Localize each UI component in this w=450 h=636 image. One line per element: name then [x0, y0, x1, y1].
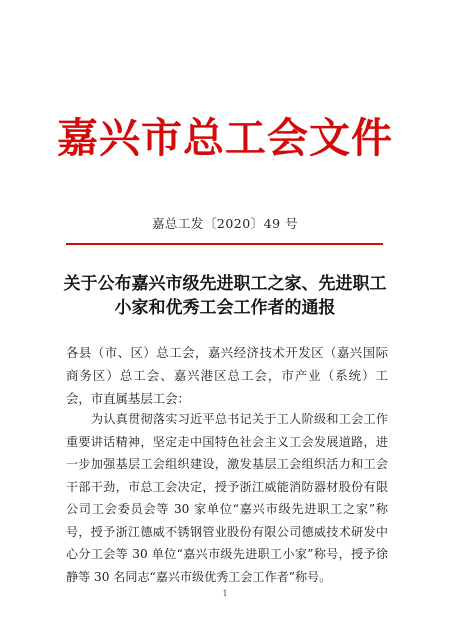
- addressee-paragraph: 各县（市、区）总工会，嘉兴经济技术开发区（嘉兴国际商务区）总工会、嘉兴港区总工会，市产业（系统）工会，市直属基层工会：: [66, 345, 388, 406]
- notice-title-line-2: 小家和优秀工会工作者的通报: [114, 298, 336, 318]
- notice-title: [56, 272, 394, 320]
- document-number: 嘉总工发〔2020〕49 号: [151, 216, 299, 231]
- page-number: 1: [222, 589, 228, 598]
- notice-title-line-1: 关于公布嘉兴市级先进职工之家、先进职工: [63, 274, 387, 294]
- document-header-title: 嘉兴市总工会文件: [57, 114, 393, 162]
- body-paragraph: 为认真贯彻落实习近平总书记关于工人阶级和工会工作重要讲话精神，坚定走中国特色社会主义工会发展道路，进一步加强基层工会组织建设，激发基层工会组织活力和工会干部干劲，市总工会决定，授予浙江威能消防器材股份有限公司工会委员会等 30 家单位“嘉兴市级先进职工之家”称号，授予浙江德威不锈钢管业股份有限公司德威技术研发中心分工会等 30 单位“嘉兴市级先进职工小家”称号，授予徐静等 30 名同志“嘉兴市级优秀工会工作者”称号。: [66, 412, 388, 584]
- red-divider-line: [66, 243, 383, 245]
